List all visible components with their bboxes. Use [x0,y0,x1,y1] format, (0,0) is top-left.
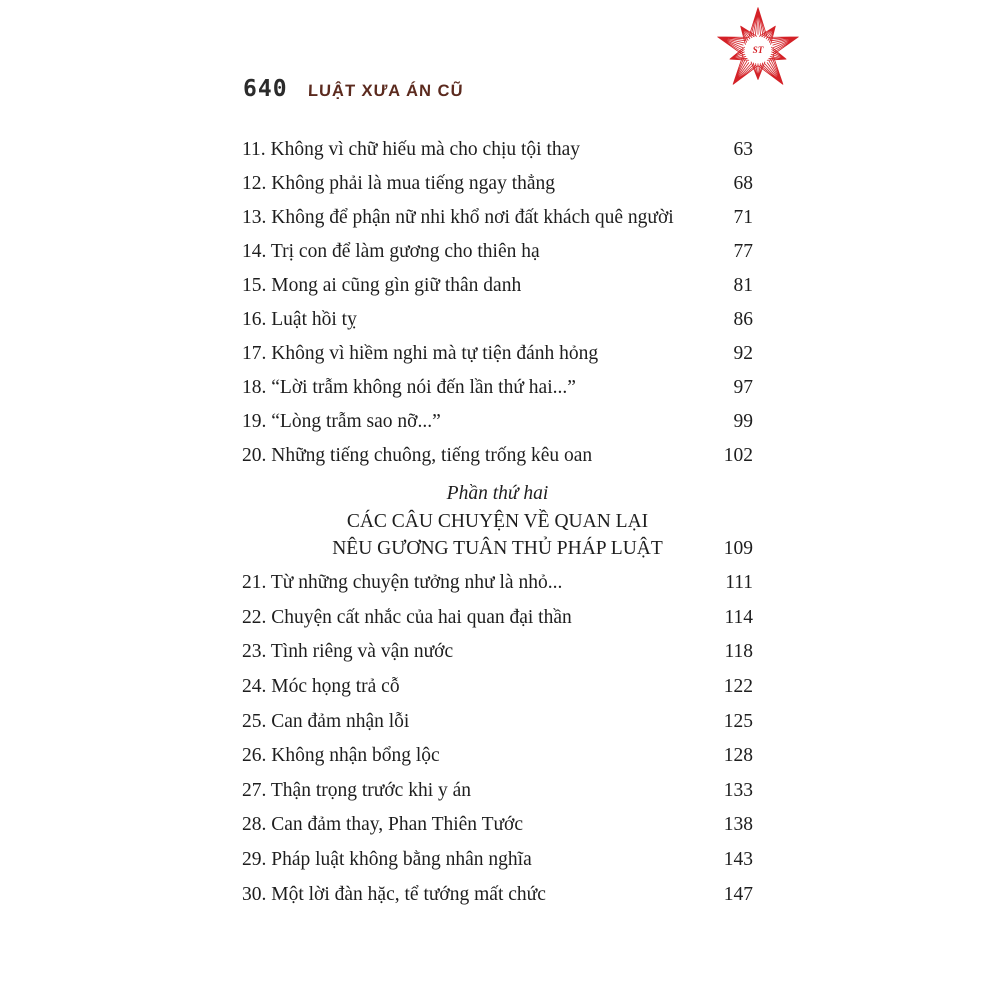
toc-entry-title: 27. Thận trọng trước khi y án [242,779,472,801]
toc-entry-page: 111 [725,572,753,594]
toc-entry-page: 77 [733,241,753,262]
toc-entry-title: 23. Tình riêng và vận nước [242,641,454,663]
toc-entry-title: 16. Luật hồi tỵ [242,309,357,330]
toc-entry-title: 22. Chuyện cất nhắc của hai quan đại thần [242,606,572,628]
toc-entry [242,269,753,303]
toc-entry-page: 63 [733,139,753,160]
publisher-star-logo [712,4,804,96]
toc-entry [242,371,753,405]
section-title-line2: NÊU GƯƠNG TUÂN THỦ PHÁP LUẬT [332,538,663,559]
toc-entry [242,133,753,167]
section-kicker: Phần thứ hai [446,483,549,504]
toc-part1-list [242,133,753,473]
section-title-line2-row [242,535,753,563]
toc-entry-title: 20. Những tiếng chuông, tiếng trống kêu oan [242,445,593,466]
toc-entry-title: 11. Không vì chữ hiếu mà cho chịu tội thay [242,139,581,160]
toc-entry-title: 14. Trị con để làm gương cho thiên hạ [242,241,540,262]
toc-entry-page: 86 [733,309,753,330]
toc-entry-page: 68 [733,173,753,194]
toc-entry [242,843,753,878]
toc-entry [242,337,753,371]
part2-section-heading [242,480,753,563]
toc-entry-title: 24. Móc họng trả cỗ [242,676,400,698]
toc-entry-page: 122 [723,676,753,698]
toc-entry [242,739,753,774]
toc-part2-list [242,566,753,912]
starburst-icon [712,4,804,96]
toc-entry-page: 128 [723,745,753,767]
toc-entry-title: 17. Không vì hiềm nghi mà tự tiện đánh hỏng [242,343,599,364]
toc-entry-page: 138 [723,814,753,836]
section-page: 109 [723,538,753,559]
toc-entry [242,670,753,705]
toc-entry-title: 21. Từ những chuyện tưởng như là nhỏ... [242,572,563,594]
toc-entry [242,235,753,269]
toc-entry [242,566,753,601]
toc-entry-title: 12. Không phải là mua tiếng ngay thẳng [242,173,556,194]
toc-entry [242,635,753,670]
toc-entry-page: 92 [733,343,753,364]
section-title-line1: CÁC CÂU CHUYỆN VỀ QUAN LẠI [346,510,649,532]
toc-entry-page: 118 [724,641,753,663]
toc-entry-title: 30. Một lời đàn hặc, tể tướng mất chức [242,883,546,905]
book-title: LUẬT XƯA ÁN CŨ [307,82,464,100]
toc-entry-title: 28. Can đảm thay, Phan Thiên Tước [242,814,524,836]
toc-entry [242,167,753,201]
toc-entry-title: 18. “Lời trẫm không nói đến lần thứ hai...” [242,377,576,398]
toc-entry-page: 147 [723,883,753,905]
toc-entry-title: 15. Mong ai cũng gìn giữ thân danh [242,275,522,296]
toc-entry-page: 97 [733,377,753,398]
toc-entry [242,877,753,912]
toc-entry-page: 102 [723,445,753,466]
toc-entry [242,303,753,337]
toc-entry [242,405,753,439]
toc-entry-title: 29. Pháp luật không bằng nhân nghĩa [242,849,532,871]
toc-entry [242,601,753,636]
toc-entry-page: 71 [733,207,753,228]
running-header [243,76,463,102]
toc-entry-page: 133 [723,779,753,801]
toc-entry [242,774,753,809]
toc-entry [242,439,753,473]
running-page-number: 640 [243,76,288,102]
toc-entry-page: 81 [733,275,753,296]
toc-entry-title: 26. Không nhận bổng lộc [242,745,440,767]
toc-entry-page: 99 [733,411,753,432]
toc-entry-title: 25. Can đảm nhận lỗi [242,710,410,732]
toc-entry-title: 19. “Lòng trẫm sao nỡ...” [242,411,441,432]
toc-entry-page: 125 [723,710,753,732]
logo-monogram: ST [752,45,764,56]
toc-entry [242,704,753,739]
toc-entry [242,201,753,235]
toc-entry-title: 13. Không để phận nữ nhi khổ nơi đất khách quê người [242,207,674,228]
toc-entry-page: 114 [724,606,753,628]
toc-entry-page: 143 [723,849,753,871]
toc-entry [242,808,753,843]
